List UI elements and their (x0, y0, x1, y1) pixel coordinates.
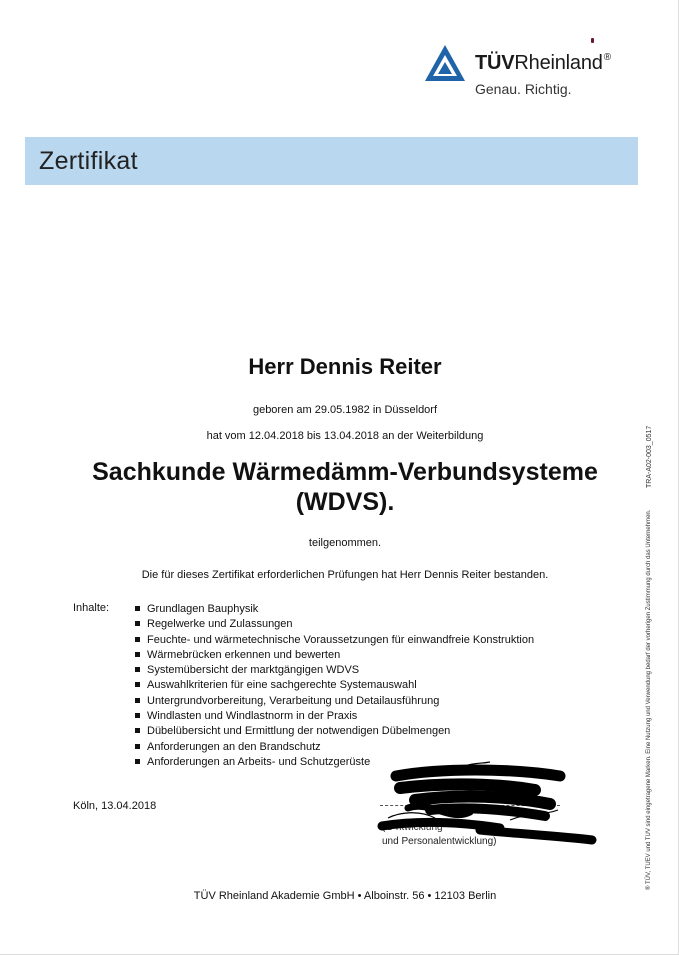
course-title-line1: Sachkunde Wärmedämm-Verbundsysteme (92, 458, 598, 486)
logo-brand-regular: Rheinland (514, 52, 603, 74)
scan-speck (591, 38, 594, 43)
list-item: Anforderungen an Arbeits- und Schutzgerüste (135, 755, 534, 770)
list-item: Regelwerke und Zulassungen (135, 617, 534, 632)
list-item: Untergrundvorbereitung, Verarbeitung und Detailausführung (135, 694, 534, 709)
training-period: hat vom 12.04.2018 bis 13.04.2018 an der Weiterbildung (206, 430, 484, 442)
signature-area (360, 760, 610, 860)
contents-list (135, 602, 534, 770)
recipient-name: Herr Dennis Reiter (248, 354, 442, 379)
list-item: Dübelübersicht und Ermittlung der notwendigen Dübelmengen (135, 724, 534, 739)
list-item: Systemübersicht der marktgängigen WDVS (135, 663, 534, 678)
course-title-line2: (WDVS). (295, 488, 395, 516)
logo-brand-bold: TÜV (475, 52, 515, 74)
signature-redaction (360, 760, 610, 860)
signatory-role-line1: (G ntwicklung (382, 822, 443, 833)
participated-text: teilgenommen. (308, 537, 382, 549)
footer-address: TÜV Rheinland Akademie GmbH • Alboinstr. 56 • 12103 Berlin (193, 890, 497, 902)
list-item: Windlasten und Windlastnorm in der Praxis (135, 709, 534, 724)
list-item: Feuchte- und wärmetechnische Voraussetzungen für einwandfreie Konstruktion (135, 633, 534, 648)
trademark-note: ® TÜV, TUEV und TUV sind eingetragene Marken. Eine Nutzung und Verwendung bedarf der vorherigen Zustimmung durch das Unternehmen. (646, 509, 652, 890)
list-item: Anforderungen an den Brandschutz (135, 740, 534, 755)
document-title: Zertifikat (39, 147, 138, 175)
contents-label: Inhalte: (73, 602, 110, 614)
title-band (25, 137, 638, 185)
list-item: Wärmebrücken erkennen und bewerten (135, 648, 534, 663)
list-item: Grundlagen Bauphysik (135, 602, 534, 617)
signatory-role-line2: und Personalentwicklung) (382, 836, 497, 847)
logo-brand (475, 52, 611, 75)
place-date: Köln, 13.04.2018 (73, 800, 157, 812)
exam-statement: Die für dieses Zertifikat erforderlichen Prüfungen hat Herr Dennis Reiter bestanden. (141, 569, 549, 581)
birth-info: geboren am 29.05.1982 in Düsseldorf (252, 404, 438, 416)
list-item: Auswahlkriterien für eine sachgerechte Systemauswahl (135, 678, 534, 693)
tuv-triangle-icon (424, 44, 466, 82)
registered-mark: ® (603, 52, 611, 63)
form-code: TRA-A02-003_0517 (646, 425, 653, 488)
logo-tagline: Genau. Richtig. (475, 81, 572, 97)
